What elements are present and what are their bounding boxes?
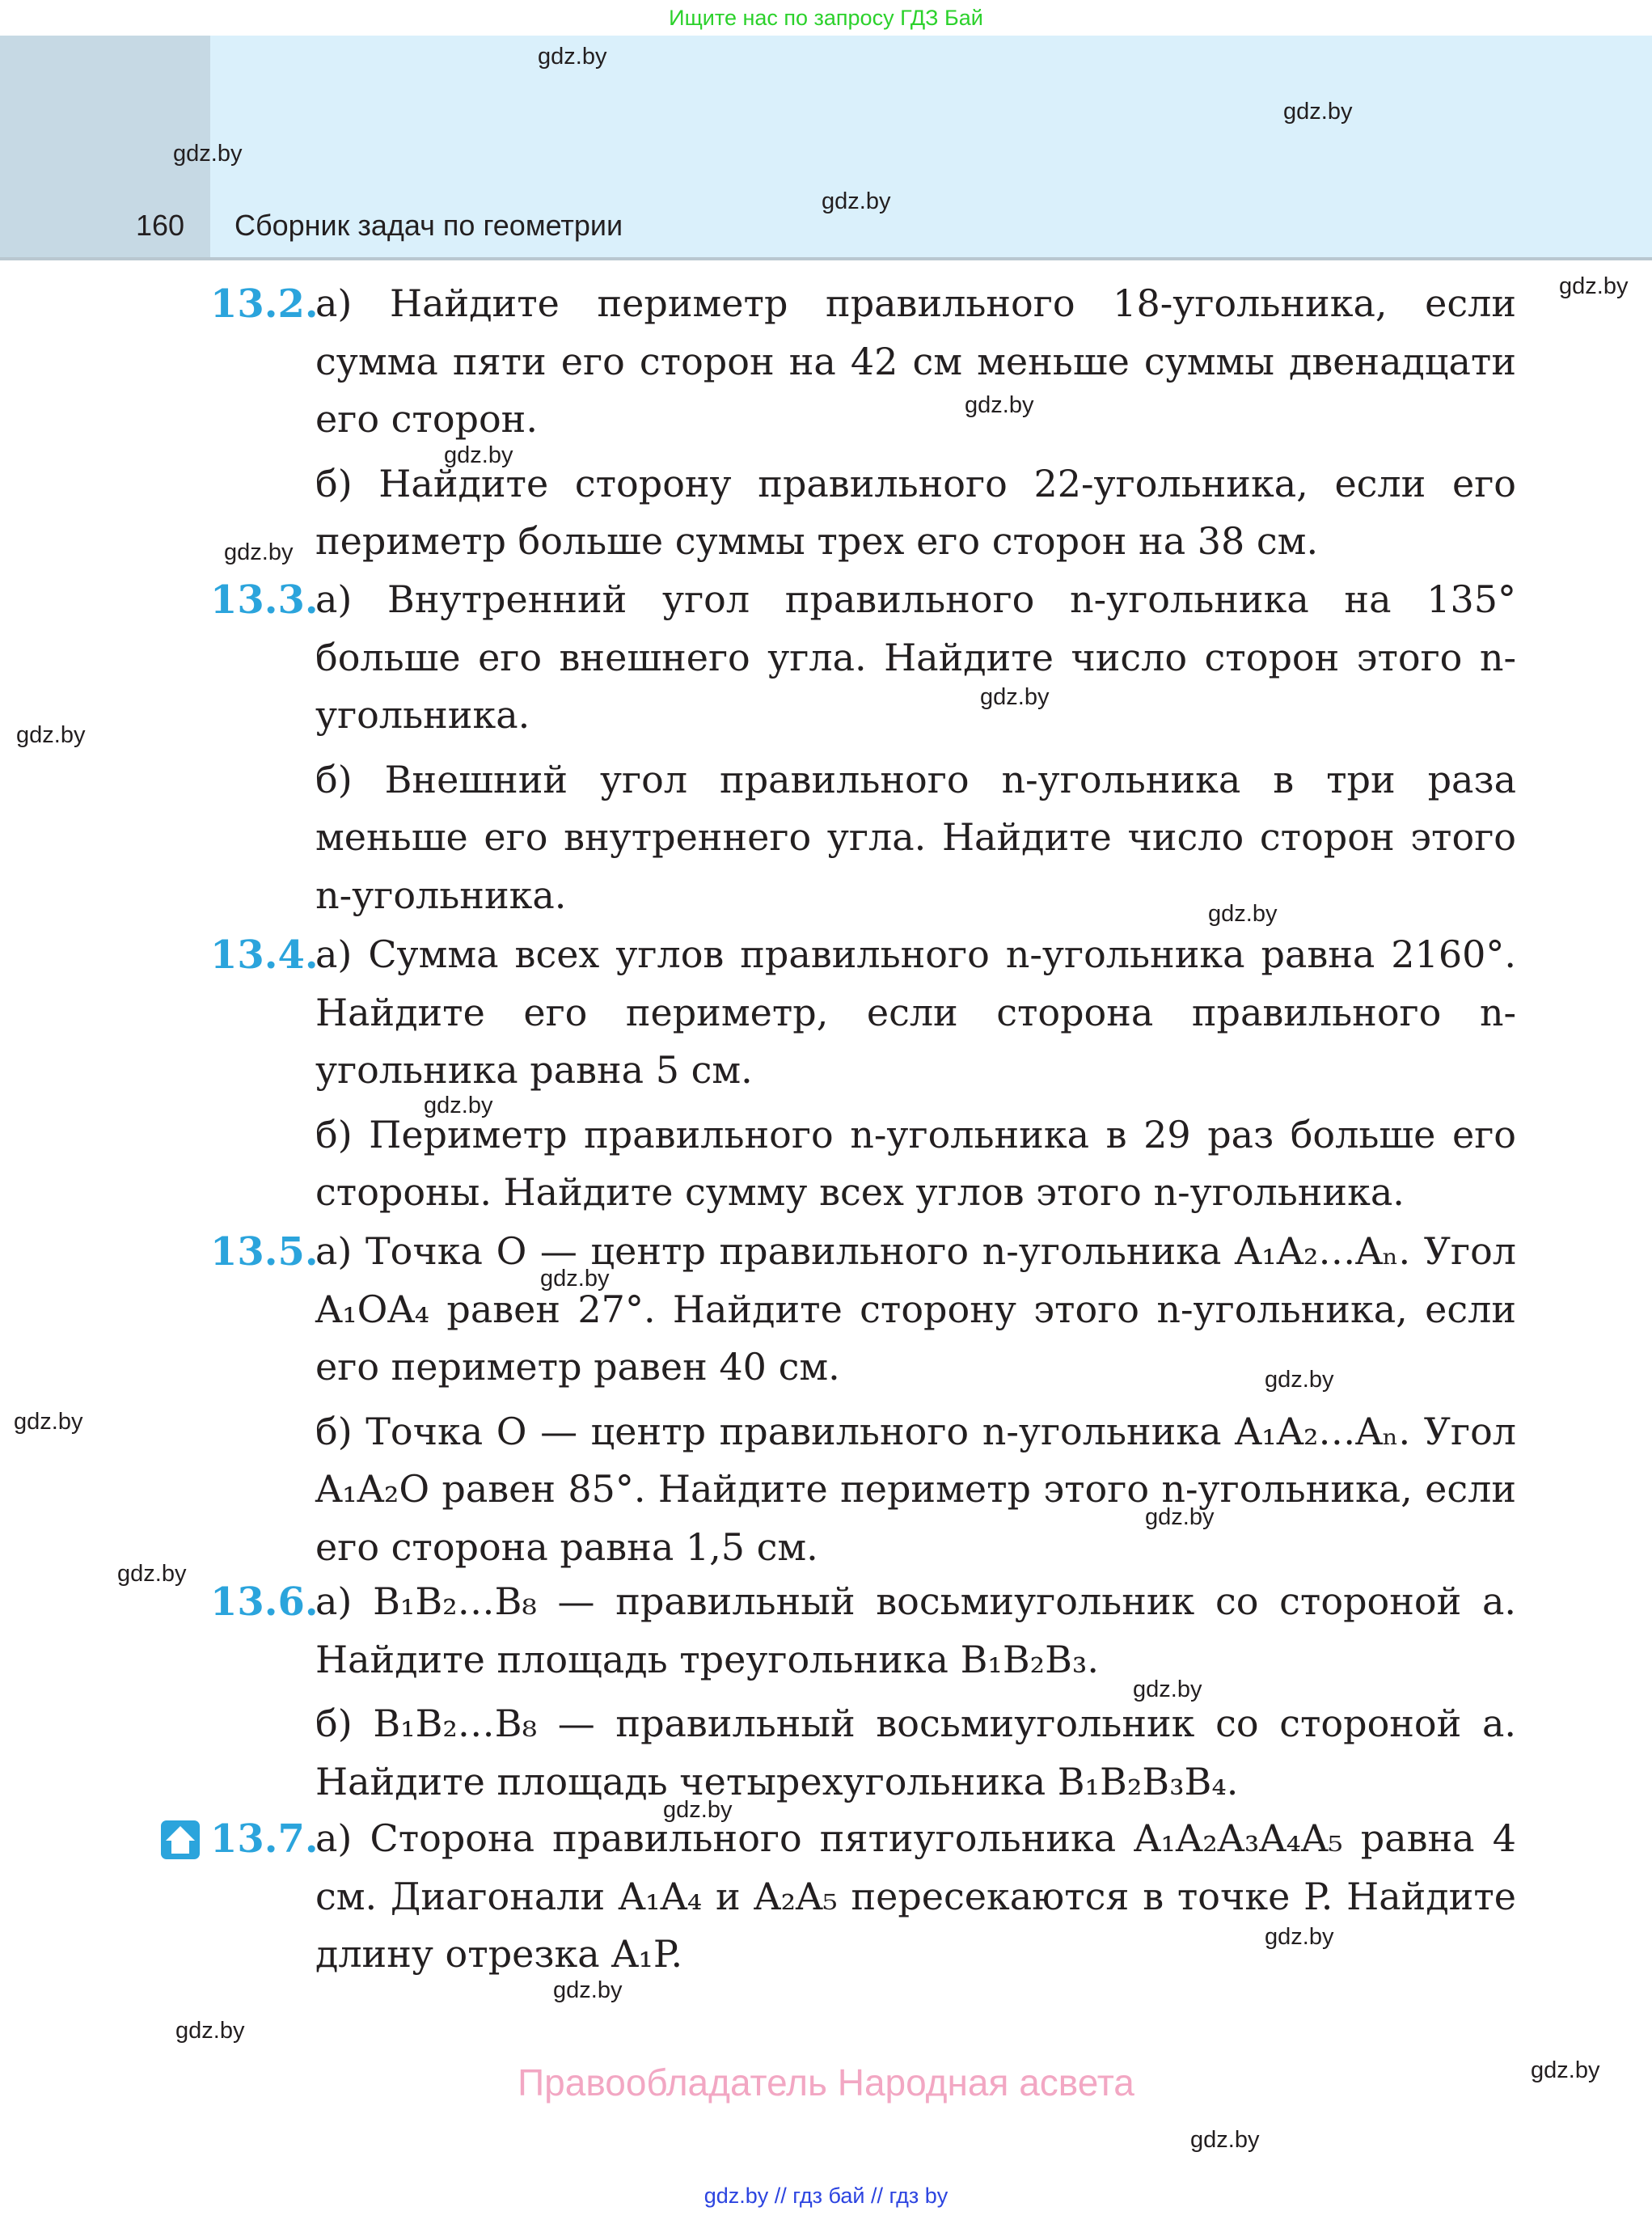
problem-part-a: а) Найдите периметр правильного 18-угольника, если сумма пяти его сторон на 42 см меньше суммы двенадцати его сторон. [315,281,1516,441]
watermark: gdz.by [224,539,294,565]
problem-part-b: б) Найдите сторону правильного 22-угольника, если его периметр больше суммы трех его сторон на 38 см. [315,461,1516,563]
watermark: gdz.by [540,1266,610,1292]
problem-part-a: а) Сторона правильного пятиугольника A₁A₂A₃A₄A₅ равна 4 см. Диагонали A₁A₄ и A₂A₅ пересекаются в точке P. Найдите длину отрезка A₁P. [315,1816,1516,1976]
problem-number: 13.6. [210,1579,319,1625]
watermark: gdz.by [1283,99,1353,125]
watermark: gdz.by [1133,1676,1202,1702]
problem-part-b: б) Периметр правильного n-угольника в 29 раз больше его стороны. Найдите сумму всех углов этого n-угольника. [315,1112,1516,1214]
copyright-notice: Правообладатель Народная асвета [518,2061,1134,2103]
problem-part-a: а) B₁B₂…B₈ — правильный восьмиугольник со стороной a. Найдите площадь треугольника B₁B₂B₃. [315,1579,1516,1681]
problem-number: 13.5. [210,1229,319,1275]
watermark: gdz.by [1559,273,1629,299]
problem-part-a: а) Точка O — центр правильного n-угольника A₁A₂…Aₙ. Угол A₁OA₄ равен 27°. Найдите сторону этого n-угольника, если его периметр равен 40 см. [315,1229,1516,1389]
page-number: 160 [136,209,185,242]
problem-part-b: б) B₁B₂…B₈ — правильный восьмиугольник со стороной a. Найдите площадь четырехугольника B₁B₂B₃B₄. [315,1702,1516,1803]
watermark: gdz.by [1531,2057,1600,2083]
watermark: gdz.by [553,1977,623,2003]
watermark: gdz.by [1265,1367,1334,1393]
problem-part-b: б) Точка O — центр правильного n-угольника A₁A₂…Aₙ. Угол A₁A₂O равен 85°. Найдите периметр этого n-угольника, если его сторона равна 1,5 см. [315,1409,1516,1569]
watermark: gdz.by [16,722,86,748]
problem-13-5 [210,1223,1520,1581]
watermark: gdz.by [663,1797,733,1823]
problem-part-b: б) Внешний угол правильного n-угольника в три раза меньше его внутреннего угла. Найдите число сторон этого n-угольника. [315,757,1516,917]
watermark: gdz.by [538,44,607,70]
watermark: gdz.by [980,684,1050,710]
problem-number: 13.3. [210,577,319,623]
problem-13-4 [210,926,1520,1227]
problem-part-a: а) Внутренний угол правильного n-угольника на 135° больше его внешнего угла. Найдите число сторон этого n-угольника. [315,577,1516,737]
problem-13-3 [210,571,1520,929]
watermark: gdz.by [1190,2127,1260,2153]
problem-part-a: а) Сумма всех углов правильного n-угольника равна 2160°. Найдите его периметр, если сторона правильного n-угольника равна 5 см. [315,932,1516,1092]
top-banner[interactable]: Ищите нас по запросу ГДЗ Бай [669,6,983,30]
watermark: gdz.by [965,392,1034,418]
watermark: gdz.by [1265,1924,1334,1950]
footer-links[interactable]: gdz.by // гдз бай // гдз by [703,2184,949,2208]
problem-number: 13.2. [210,281,319,327]
home-icon [160,1820,201,1860]
watermark: gdz.by [14,1409,83,1435]
problem-number: 13.7. [210,1816,319,1862]
watermark: gdz.by [175,2018,245,2044]
watermark: gdz.by [822,188,891,214]
watermark: gdz.by [173,141,243,167]
watermark: gdz.by [444,442,513,468]
book-title: Сборник задач по геометрии [234,209,623,242]
problem-13-2 [210,275,1520,576]
problem-13-6 [210,1573,1520,1816]
problem-13-7 [210,1810,1520,1989]
problem-number: 13.4. [210,932,319,978]
header-divider [0,257,1652,260]
watermark: gdz.by [117,1561,187,1587]
watermark: gdz.by [1145,1504,1215,1530]
watermark: gdz.by [424,1093,493,1118]
watermark: gdz.by [1208,901,1278,927]
